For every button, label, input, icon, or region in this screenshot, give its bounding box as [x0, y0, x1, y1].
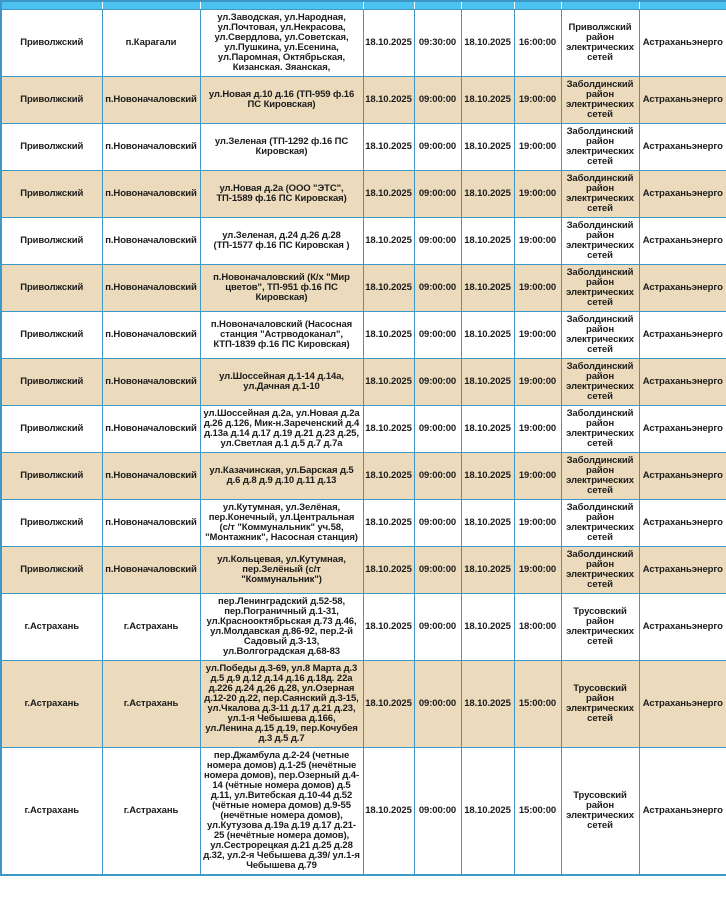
company-cell: Астраханьэнерго [639, 218, 726, 265]
district-cell: г.Астрахань [1, 748, 102, 876]
end-date-cell: 18.10.2025 [461, 500, 514, 547]
network-region-cell: Заболдинский район электрических сетей [561, 406, 639, 453]
settlement-cell: п.Новоначаловский [102, 359, 200, 406]
streets-cell: ул.Шоссейная д.1-14 д.14а, ул.Дачная д.1-10 [200, 359, 363, 406]
settlement-cell: п.Новоначаловский [102, 77, 200, 124]
settlement-cell: п.Новоначаловский [102, 218, 200, 265]
settlement-cell: п.Карагали [102, 10, 200, 77]
end-time-cell: 18:00:00 [514, 594, 561, 661]
settlement-cell: п.Новоначаловский [102, 547, 200, 594]
network-region-cell: Заболдинский район электрических сетей [561, 453, 639, 500]
end-time-cell: 19:00:00 [514, 218, 561, 265]
end-time-cell: 19:00:00 [514, 124, 561, 171]
end-date-cell: 18.10.2025 [461, 265, 514, 312]
table-row [1, 547, 726, 594]
settlement-cell: п.Новоначаловский [102, 453, 200, 500]
header-cell [414, 1, 461, 10]
end-date-cell: 18.10.2025 [461, 453, 514, 500]
table-row [1, 453, 726, 500]
end-time-cell: 15:00:00 [514, 748, 561, 876]
start-time-cell: 09:30:00 [414, 10, 461, 77]
start-time-cell: 09:00:00 [414, 77, 461, 124]
start-time-cell: 09:00:00 [414, 171, 461, 218]
start-date-cell: 18.10.2025 [363, 547, 414, 594]
start-date-cell: 18.10.2025 [363, 500, 414, 547]
company-cell: Астраханьэнерго [639, 265, 726, 312]
streets-cell: ул.Новая д.2а (ООО "ЭТС", ТП-1589 ф.16 ПС Кировская) [200, 171, 363, 218]
table-header-strip [1, 1, 726, 10]
table-body [1, 10, 726, 876]
district-cell: Приволжский [1, 124, 102, 171]
table-row [1, 594, 726, 661]
table-row [1, 218, 726, 265]
company-cell: Астраханьэнерго [639, 77, 726, 124]
district-cell: Приволжский [1, 218, 102, 265]
table-row [1, 661, 726, 748]
settlement-cell: п.Новоначаловский [102, 312, 200, 359]
header-cell [363, 1, 414, 10]
table-row [1, 77, 726, 124]
start-date-cell: 18.10.2025 [363, 171, 414, 218]
network-region-cell: Приволжский район электрических сетей [561, 10, 639, 77]
end-date-cell: 18.10.2025 [461, 312, 514, 359]
table-row [1, 406, 726, 453]
company-cell: Астраханьэнерго [639, 748, 726, 876]
table-row [1, 10, 726, 77]
end-time-cell: 19:00:00 [514, 171, 561, 218]
start-date-cell: 18.10.2025 [363, 594, 414, 661]
network-region-cell: Заболдинский район электрических сетей [561, 171, 639, 218]
district-cell: Приволжский [1, 500, 102, 547]
streets-cell: ул.Заводская, ул.Народная, ул.Почтовая, ул.Некрасова, ул.Свердлова, ул.Советская, ул.Пушкина, ул.Есенина, ул.Паромная, Октябрьская, Кизанская. Зяанская, [200, 10, 363, 77]
end-time-cell: 15:00:00 [514, 661, 561, 748]
start-time-cell: 09:00:00 [414, 124, 461, 171]
district-cell: Приволжский [1, 547, 102, 594]
company-cell: Астраханьэнерго [639, 453, 726, 500]
company-cell: Астраханьэнерго [639, 661, 726, 748]
end-date-cell: 18.10.2025 [461, 124, 514, 171]
district-cell: Приволжский [1, 77, 102, 124]
network-region-cell: Заболдинский район электрических сетей [561, 265, 639, 312]
network-region-cell: Заболдинский район электрических сетей [561, 547, 639, 594]
start-date-cell: 18.10.2025 [363, 124, 414, 171]
streets-cell: п.Новоначаловский (Насосная станция "Астрводоканал", КТП-1839 ф.16 ПС Кировская) [200, 312, 363, 359]
settlement-cell: г.Астрахань [102, 748, 200, 876]
end-date-cell: 18.10.2025 [461, 594, 514, 661]
streets-cell: п.Новоначаловский (К/х "Мир цветов", ТП-951 ф.16 ПС Кировская) [200, 265, 363, 312]
start-date-cell: 18.10.2025 [363, 359, 414, 406]
end-time-cell: 19:00:00 [514, 77, 561, 124]
start-date-cell: 18.10.2025 [363, 218, 414, 265]
start-date-cell: 18.10.2025 [363, 312, 414, 359]
table-row [1, 500, 726, 547]
settlement-cell: п.Новоначаловский [102, 406, 200, 453]
company-cell: Астраханьэнерго [639, 124, 726, 171]
district-cell: Приволжский [1, 453, 102, 500]
table-row [1, 265, 726, 312]
network-region-cell: Заболдинский район электрических сетей [561, 218, 639, 265]
district-cell: Приволжский [1, 265, 102, 312]
company-cell: Астраханьэнерго [639, 500, 726, 547]
company-cell: Астраханьэнерго [639, 406, 726, 453]
settlement-cell: п.Новоначаловский [102, 265, 200, 312]
start-time-cell: 09:00:00 [414, 547, 461, 594]
district-cell: Приволжский [1, 312, 102, 359]
settlement-cell: г.Астрахань [102, 661, 200, 748]
end-time-cell: 19:00:00 [514, 265, 561, 312]
network-region-cell: Заболдинский район электрических сетей [561, 500, 639, 547]
table-row [1, 171, 726, 218]
table-row [1, 748, 726, 876]
header-cell [514, 1, 561, 10]
table-row [1, 312, 726, 359]
end-time-cell: 19:00:00 [514, 359, 561, 406]
start-date-cell: 18.10.2025 [363, 10, 414, 77]
start-date-cell: 18.10.2025 [363, 661, 414, 748]
settlement-cell: п.Новоначаловский [102, 171, 200, 218]
settlement-cell: п.Новоначаловский [102, 500, 200, 547]
end-time-cell: 16:00:00 [514, 10, 561, 77]
district-cell: Приволжский [1, 359, 102, 406]
company-cell: Астраханьэнерго [639, 359, 726, 406]
header-cell [200, 1, 363, 10]
company-cell: Астраханьэнерго [639, 547, 726, 594]
settlement-cell: п.Новоначаловский [102, 124, 200, 171]
start-time-cell: 09:00:00 [414, 359, 461, 406]
streets-cell: ул.Казачинская, ул.Барская д.5 д.6 д.8 д.9 д.10 д.11 д.13 [200, 453, 363, 500]
district-cell: Приволжский [1, 171, 102, 218]
streets-cell: ул.Кутумная, ул.Зелёная, пер.Конечный, ул.Центральная (с/т "Коммунальник" уч.58, "Монтажник", Насосная станция) [200, 500, 363, 547]
end-time-cell: 19:00:00 [514, 406, 561, 453]
network-region-cell: Заболдинский район электрических сетей [561, 359, 639, 406]
start-time-cell: 09:00:00 [414, 312, 461, 359]
streets-cell: ул.Шоссейная д.2а, ул.Новая д.2а д.26 д.126, Мик-н.Зареченский д.4 д.13а д.14 д.17 д.19 д.21 д.23 д.25, ул.Светлая д.1 д.5 д.7 д.7а [200, 406, 363, 453]
start-time-cell: 09:00:00 [414, 500, 461, 547]
start-time-cell: 09:00:00 [414, 218, 461, 265]
header-cell [561, 1, 639, 10]
start-time-cell: 09:00:00 [414, 661, 461, 748]
end-date-cell: 18.10.2025 [461, 661, 514, 748]
district-cell: Приволжский [1, 10, 102, 77]
end-time-cell: 19:00:00 [514, 312, 561, 359]
streets-cell: ул.Кольцевая, ул.Кутумная, пер.Зелёный (с/т "Коммунальник") [200, 547, 363, 594]
start-date-cell: 18.10.2025 [363, 265, 414, 312]
district-cell: г.Астрахань [1, 661, 102, 748]
start-date-cell: 18.10.2025 [363, 748, 414, 876]
header-cell [639, 1, 726, 10]
network-region-cell: Заболдинский район электрических сетей [561, 124, 639, 171]
network-region-cell: Заболдинский район электрических сетей [561, 77, 639, 124]
network-region-cell: Трусовский район электрических сетей [561, 661, 639, 748]
end-time-cell: 19:00:00 [514, 500, 561, 547]
start-time-cell: 09:00:00 [414, 406, 461, 453]
end-date-cell: 18.10.2025 [461, 748, 514, 876]
end-date-cell: 18.10.2025 [461, 77, 514, 124]
end-date-cell: 18.10.2025 [461, 547, 514, 594]
end-time-cell: 19:00:00 [514, 547, 561, 594]
table-row [1, 124, 726, 171]
header-cell [461, 1, 514, 10]
district-cell: Приволжский [1, 406, 102, 453]
start-time-cell: 09:00:00 [414, 594, 461, 661]
end-date-cell: 18.10.2025 [461, 218, 514, 265]
company-cell: Астраханьэнерго [639, 10, 726, 77]
start-time-cell: 09:00:00 [414, 748, 461, 876]
streets-cell: ул.Зеленая (ТП-1292 ф.16 ПС Кировская) [200, 124, 363, 171]
start-time-cell: 09:00:00 [414, 453, 461, 500]
start-time-cell: 09:00:00 [414, 265, 461, 312]
end-time-cell: 19:00:00 [514, 453, 561, 500]
start-date-cell: 18.10.2025 [363, 406, 414, 453]
header-cell [1, 1, 102, 10]
streets-cell: ул.Зеленая, д.24 д.26 д.28 (ТП-1577 ф.16 ПС Кировская ) [200, 218, 363, 265]
settlement-cell: г.Астрахань [102, 594, 200, 661]
header-cell [102, 1, 200, 10]
streets-cell: ул.Новая д.10 д.16 (ТП-959 ф.16 ПС Кировская) [200, 77, 363, 124]
end-date-cell: 18.10.2025 [461, 10, 514, 77]
network-region-cell: Трусовский район электрических сетей [561, 594, 639, 661]
start-date-cell: 18.10.2025 [363, 77, 414, 124]
table-row [1, 359, 726, 406]
company-cell: Астраханьэнерго [639, 594, 726, 661]
end-date-cell: 18.10.2025 [461, 359, 514, 406]
start-date-cell: 18.10.2025 [363, 453, 414, 500]
streets-cell: пер.Джамбула д.2-24 (четные номера домов) д.1-25 (нечётные номера домов), пер.Озерный д.4-14 (чётные номера домов) д.5 д.11, ул.Витебская д.10-44 д.52 (чётные номера домов) д.9-55 (нечётные номера домов), ул.Кутузова д.19а д.19 д.17 д.21-25 (нечётные номера домов), ул.Сестрорецкая д.21 д.25 д.28 д.32, ул.2-я Чебышева д.39/ ул.1-я Чебышева д.79 [200, 748, 363, 876]
network-region-cell: Трусовский район электрических сетей [561, 748, 639, 876]
streets-cell: пер.Ленинградский д.52-58, пер.Пограничный д.1-31, ул.Краснооктябрьская д.73 д.46, ул.Молдавская д.86-92, пер.2-й Садовый д.3-13, ул.Волгоградская д.68-83 [200, 594, 363, 661]
end-date-cell: 18.10.2025 [461, 406, 514, 453]
district-cell: г.Астрахань [1, 594, 102, 661]
company-cell: Астраханьэнерго [639, 171, 726, 218]
end-date-cell: 18.10.2025 [461, 171, 514, 218]
company-cell: Астраханьэнерго [639, 312, 726, 359]
network-region-cell: Заболдинский район электрических сетей [561, 312, 639, 359]
streets-cell: ул.Победы д.3-69, ул.8 Марта д.3 д.5 д.9 д.12 д.14 д.16 д.18д. 22а д.226 д.24 д.26 д.28, ул.Озерная д.12-20 д.22, пер.Саянский д.3-15, ул.Чкалова д.3-11 д.17 д.21 д.23, ул.1-я Чебышева д.166, ул.Ленина д.15 д.19, пер.Кочубея д.3 д.5 д.7 [200, 661, 363, 748]
